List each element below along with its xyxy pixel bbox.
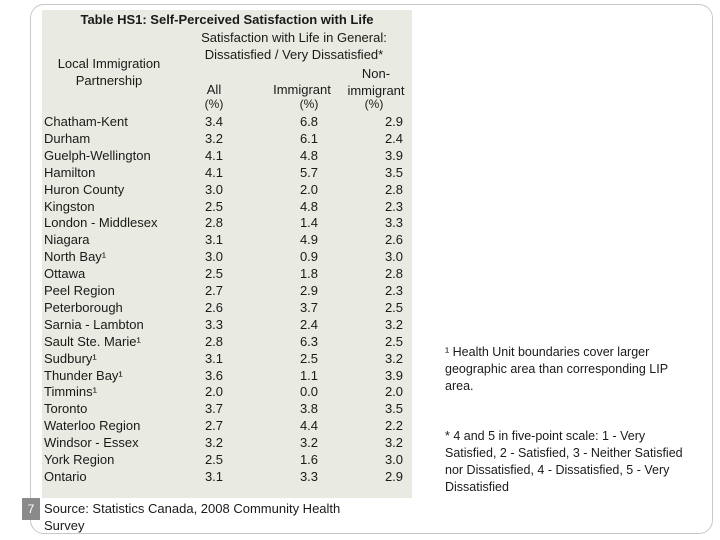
table-row — [44, 451, 412, 468]
cell-immigrant: 3.7 — [299, 299, 319, 315]
row-lip-name: Kingston — [44, 198, 95, 214]
cell-non: 2.4 — [384, 130, 404, 146]
row-lip-name: Hamilton — [44, 164, 96, 180]
col-header-immigrant: Immigrant — [273, 82, 331, 97]
cell-non: 2.5 — [384, 333, 404, 349]
cell-immigrant: 6.3 — [299, 333, 319, 349]
cell-non: 2.0 — [384, 384, 404, 400]
cell-all: 2.5 — [204, 266, 224, 282]
table-row — [44, 468, 412, 485]
cell-all: 3.2 — [204, 130, 224, 146]
row-lip-name: Waterloo Region — [44, 418, 141, 434]
unit-immigrant: (%) — [299, 97, 319, 111]
table-row — [44, 113, 412, 130]
header-satisfaction: Satisfaction with Life in General: Dissatisfied / Very Dissatisfied* — [201, 30, 387, 62]
row-lip-name: Timmins¹ — [44, 384, 97, 400]
cell-non: 3.2 — [384, 316, 404, 332]
cell-non: 2.8 — [384, 266, 404, 282]
table-row — [44, 198, 412, 215]
table-row — [44, 299, 412, 316]
cell-immigrant: 3.2 — [299, 435, 319, 451]
table-row — [44, 214, 412, 231]
cell-immigrant: 2.0 — [299, 181, 319, 197]
row-lip-name: Sarnia - Lambton — [44, 316, 144, 332]
cell-non: 3.3 — [384, 215, 404, 231]
cell-immigrant: 1.4 — [299, 215, 319, 231]
cell-immigrant: 1.8 — [299, 266, 319, 282]
table-row — [44, 333, 412, 350]
cell-all: 3.1 — [204, 350, 224, 366]
row-lip-name: Niagara — [44, 232, 90, 248]
row-lip-name: Windsor - Essex — [44, 435, 139, 451]
cell-all: 2.5 — [204, 198, 224, 214]
cell-all: 3.0 — [204, 249, 224, 265]
cell-non: 2.2 — [384, 418, 404, 434]
table-row — [44, 367, 412, 384]
row-lip-name: Ottawa — [44, 266, 86, 282]
row-lip-name: Sudbury¹ — [44, 350, 97, 366]
cell-all: 3.1 — [204, 468, 224, 484]
cell-all: 2.8 — [204, 333, 224, 349]
table-row — [44, 248, 412, 265]
cell-non: 2.5 — [384, 299, 404, 315]
table-row — [44, 434, 412, 451]
cell-immigrant: 2.9 — [299, 283, 319, 298]
row-lip-name: North Bay¹ — [44, 249, 107, 265]
table-row — [44, 147, 412, 164]
footnote-health-unit: ¹ Health Unit boundaries cover larger geographic area than corresponding LIP area. — [445, 345, 668, 393]
cell-immigrant: 3.3 — [299, 468, 319, 484]
table-row — [44, 350, 412, 367]
row-lip-name: Sault Ste. Marie¹ — [44, 333, 141, 349]
cell-immigrant: 5.7 — [299, 164, 319, 180]
cell-all: 2.8 — [204, 215, 224, 231]
cell-immigrant: 0.9 — [299, 249, 319, 265]
table-row — [44, 282, 412, 299]
table-row — [44, 316, 412, 333]
col-header-nonimmigrant: Non-immigrant — [347, 66, 405, 98]
cell-non: 3.5 — [384, 401, 404, 417]
cell-non: 2.3 — [384, 283, 404, 298]
cell-non: 3.9 — [384, 367, 404, 383]
cell-all: 3.0 — [204, 181, 224, 197]
col-header-all: All — [206, 82, 222, 97]
cell-immigrant: 6.8 — [299, 114, 319, 129]
cell-non: 3.2 — [384, 350, 404, 366]
unit-all: (%) — [204, 97, 224, 111]
table-row — [44, 383, 412, 400]
cell-immigrant: 3.8 — [299, 401, 319, 417]
cell-non: 3.9 — [384, 147, 404, 163]
row-lip-name: Huron County — [44, 181, 125, 197]
row-lip-name: London - Middlesex — [44, 215, 158, 231]
cell-non: 3.0 — [384, 249, 404, 265]
cell-non: 2.6 — [384, 232, 404, 248]
cell-non: 2.9 — [384, 468, 404, 484]
row-lip-name: Thunder Bay¹ — [44, 367, 123, 383]
cell-immigrant: 2.5 — [299, 350, 319, 366]
cell-non: 2.3 — [384, 198, 404, 214]
table-title: Table HS1: Self-Perceived Satisfaction with Life — [80, 12, 374, 27]
cell-immigrant: 4.9 — [299, 232, 319, 248]
row-lip-name: Peterborough — [44, 299, 123, 315]
footnote-scale: * 4 and 5 in five-point scale: 1 - Very Satisfied, 2 - Satisfied, 3 - Neither Satisfied nor Dissatisfied, 4 - Dissatisfied, 5 - Very Dissatisfied — [445, 429, 683, 494]
cell-all: 2.6 — [204, 299, 224, 315]
cell-all: 2.7 — [204, 418, 224, 434]
slide-number: 7 — [22, 498, 40, 520]
cell-all: 2.7 — [204, 283, 224, 298]
cell-non: 2.9 — [384, 114, 404, 129]
table-row — [44, 231, 412, 248]
cell-non: 3.5 — [384, 164, 404, 180]
cell-non: 2.8 — [384, 181, 404, 197]
row-lip-name: Peel Region — [44, 283, 115, 298]
table-row — [44, 265, 412, 282]
cell-all: 3.6 — [204, 367, 224, 383]
table-row — [44, 417, 412, 434]
row-lip-name: Chatham-Kent — [44, 114, 128, 129]
cell-immigrant: 1.1 — [299, 367, 319, 383]
cell-immigrant: 4.8 — [299, 147, 319, 163]
cell-all: 3.1 — [204, 232, 224, 248]
cell-all: 3.3 — [204, 316, 224, 332]
row-lip-name: Guelph-Wellington — [44, 147, 151, 163]
table-row — [44, 164, 412, 181]
cell-non: 3.2 — [384, 435, 404, 451]
row-lip-name: Ontario — [44, 468, 87, 484]
row-lip-name: Toronto — [44, 401, 88, 417]
row-lip-name: Durham — [44, 130, 91, 146]
row-lip-name: York Region — [44, 452, 115, 467]
table-row — [44, 400, 412, 417]
table-row — [44, 130, 412, 147]
cell-all: 3.7 — [204, 401, 224, 417]
cell-all: 3.2 — [204, 435, 224, 451]
cell-immigrant: 0.0 — [299, 384, 319, 400]
source-note: Source: Statistics Canada, 2008 Community Health Survey — [44, 501, 341, 533]
cell-all: 3.4 — [204, 114, 224, 129]
cell-all: 4.1 — [204, 147, 224, 163]
cell-immigrant: 4.8 — [299, 198, 319, 214]
header-lip: Local Immigration Partnership — [57, 56, 161, 88]
cell-all: 2.5 — [204, 452, 224, 467]
cell-immigrant: 4.4 — [299, 418, 319, 434]
cell-all: 2.0 — [204, 384, 224, 400]
cell-immigrant: 1.6 — [299, 452, 319, 467]
cell-immigrant: 6.1 — [299, 130, 319, 146]
table-row — [44, 181, 412, 198]
cell-all: 4.1 — [204, 164, 224, 180]
cell-non: 3.0 — [384, 452, 404, 467]
unit-nonimmigrant: (%) — [364, 97, 384, 111]
cell-immigrant: 2.4 — [299, 316, 319, 332]
